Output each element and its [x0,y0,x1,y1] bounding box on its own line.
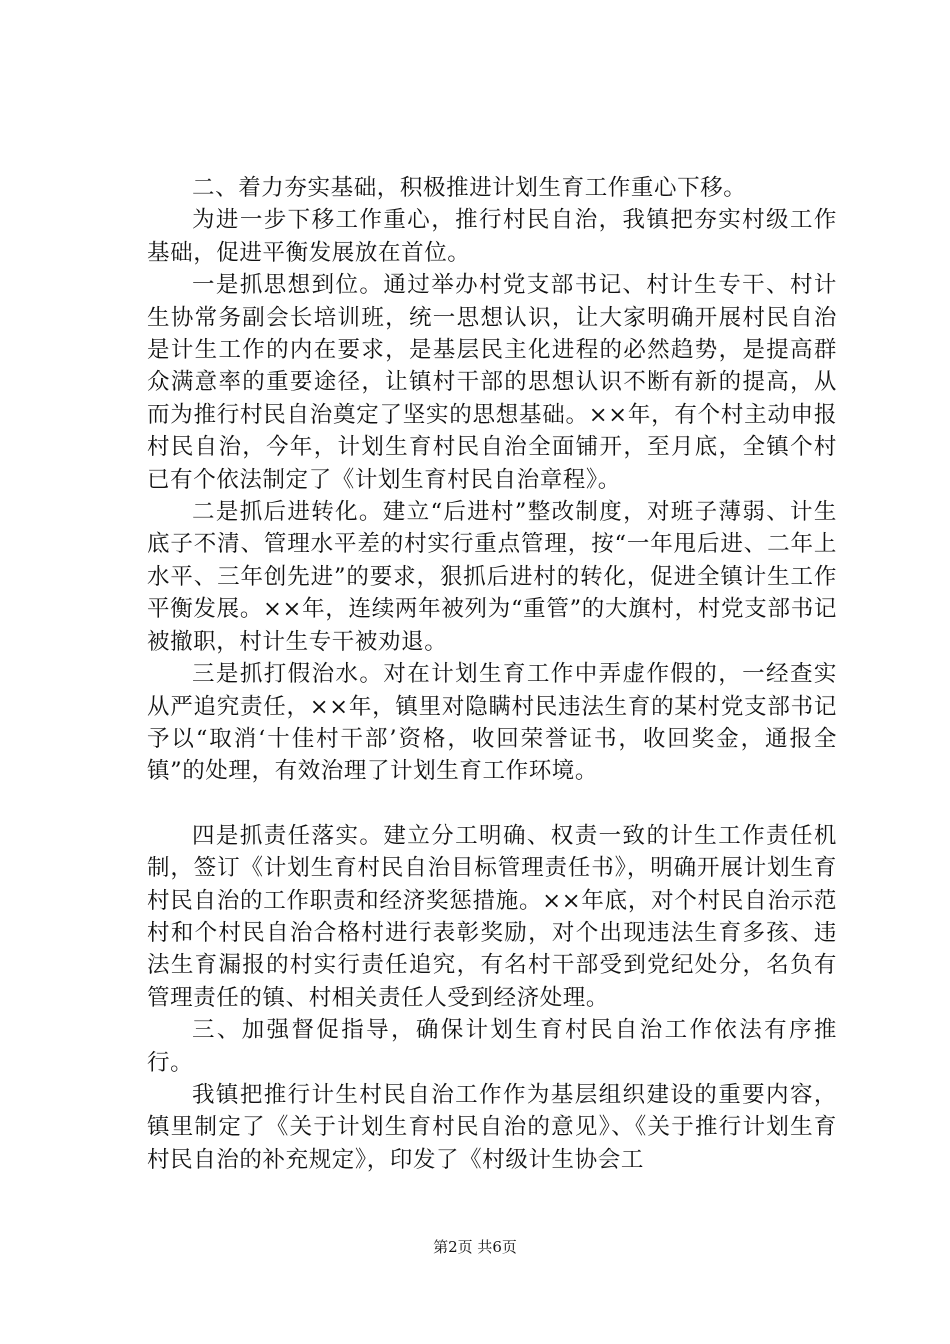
paragraph-point-2: 二是抓后进转化。建立“后进村”整改制度，对班子薄弱、计生底子不清、管理水平差的村实行重点管理，按“一年甩后进、二年上水平、三年创先进”的要求，狠抓后进村的转化，促进全镇计生工作平衡发展。××年，连续两年被列为“重管”的大旗村，村党支部书记被撤职，村计生专干被劝退。 [147,499,837,655]
paragraph-point-1: 一是抓思想到位。通过举办村党支部书记、村计生专干、村计生协常务副会长培训班，统一思想认识，让大家明确开展村民自治是计生工作的内在要求，是基层民主化进程的必然趋势，是提高群众满意率的重要途径，让镇村干部的思想认识不断有新的提高，从而为推行村民自治奠定了坚实的思想基础。××年，有个村主动申报村民自治，今年，计划生育村民自治全面铺开，至月底，全镇个村已有个依法制定了《计划生育村民自治章程》。 [147,272,837,493]
paragraph-point-4: 四是抓责任落实。建立分工明确、权责一致的计生工作责任机制，签订《计划生育村民自治目标管理责任书》，明确开展计划生育村民自治的工作职责和经济奖惩措施。××年底，对个村民自治示范村和个村民自治合格村进行表彰奖励，对个出现违法生育多孩、违法生育漏报的村实行责任追究，有名村干部受到党纪处分，名负有管理责任的镇、村相关责任人受到经济处理。 [147,822,837,1011]
paragraph-section-2-heading: 二、着力夯实基础，积极推进计划生育工作重心下移。 [192,175,747,201]
paragraph-section-3-body: 我镇把推行计生村民自治工作作为基层组织建设的重要内容，镇里制定了《关于计划生育村民自治的意见》、《关于推行计划生育村民自治的补充规定》，印发了《村级计生协会工 [147,1081,837,1173]
paragraph-point-3: 三是抓打假治水。对在计划生育工作中弄虚作假的，一经查实从严追究责任，××年，镇里对隐瞒村民违法生育的某村党支部书记予以“取消‘十佳村干部’资格，收回荣誉证书，收回奖金，通报全镇”的处理，有效治理了计划生育工作环境。 [147,661,837,785]
document-body [147,172,837,1176]
paragraph-section-3-heading: 三、加强督促指导，确保计划生育村民自治工作依法有序推行。 [147,1017,837,1076]
paragraph-intro: 为进一步下移工作重心，推行村民自治，我镇把夯实村级工作基础，促进平衡发展放在首位。 [147,207,837,266]
page-footer: 第2页 共6页 [433,1238,517,1256]
